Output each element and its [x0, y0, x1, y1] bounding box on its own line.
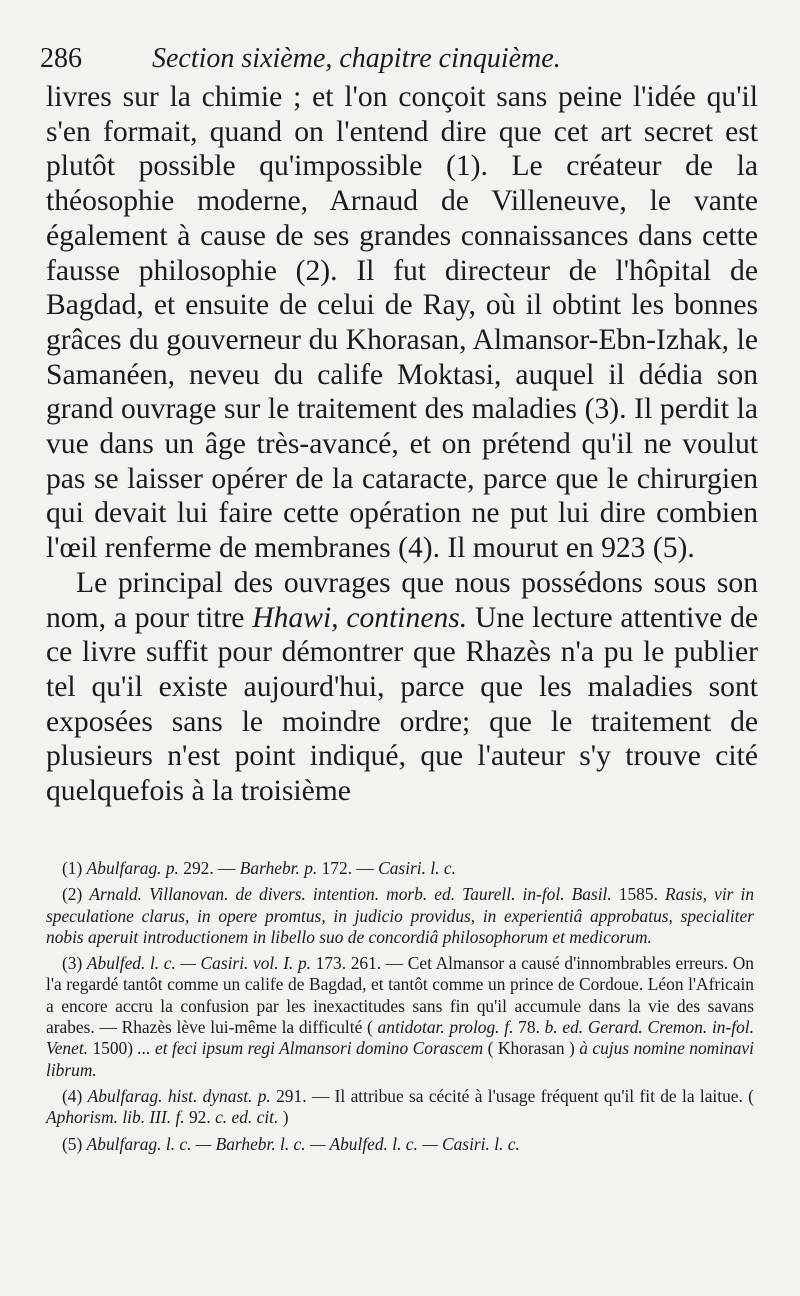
footnote-ref: b. ed. Gerard. Cremon. in-fol. Venet. [46, 1017, 754, 1059]
footnote-text: ) [278, 1107, 289, 1128]
footnote-text: ( Khorasan ) [483, 1038, 580, 1059]
paragraph-1: livres sur la chimie ; et l'on conçoit sans peine l'idée qu'il s'en formait, quand on l'entend dire que cet art secret est plutôt possible qu'impossible (1). Le créateur de la théosophie moderne, Arnaud de Villeneuve, le vante également à cause de ses grandes connaissances dans cette fausse philosophie (2). Il fut directeur de l'hôpital de Bagdad, et ensuite de celui de Ray, où il obtint les bonnes grâces du gouverneur du Khorasan, Almansor-Ebn-Izhak, le Samanéen, neveu du calife Moktasi, auquel il dédia son grand ouvrage sur le traitement des maladies (3). Il perdit la vue dans un âge très-avancé, et on prétend qu'il ne voulut pas se laisser opérer de la cataracte, parce que le chirurgien qui devait lui faire cette opération ne put lui dire combien l'œil renferme de membranes (4). Il mourut en 923 (5). [46, 81, 758, 565]
footnote-quote: Rasis, vir in speculatione clarus, in opere promtus, in judicio providus, in experientiâ approbatus, specialiter nobis aperuit introductionem in libello suo de concordiâ philosophorum et medicorum. [46, 884, 755, 947]
paragraph-2-start: Le principal des ouvrages que nous possédons sous son nom, a pour titre [46, 566, 758, 634]
footnote-4 [46, 1086, 754, 1129]
footnote-text: 172. — [317, 858, 379, 878]
footnote-ref: Abulfed. l. c. — Casiri. vol. I. p. [86, 953, 312, 974]
footnote-5 [46, 1134, 754, 1155]
footnote-ref: c. ed. cit. [215, 1107, 279, 1128]
footnote-text: 1500) [88, 1038, 138, 1059]
footnote-text: 292. — [178, 858, 240, 878]
paragraph-2-rest: Une lecture attentive de ce livre suffit pour démontrer que Rhazès n'a pu le publier tel qu'il existe aujourd'hui, parce que les maladies sont exposées sans le moindre ordre; que le traitement de plusieurs n'est point indiqué, que l'auteur s'y trouve cité quelquefois à la troisième [46, 601, 758, 808]
footnote-text: 173. 261. — Cet Almansor a causé d'innombrables erreurs. On l'a regardé tantôt comme un calife de Bagdad, et tantôt comme un prince de Cordoue. Léon l'Africain a encore accru la confusion par les inexactitudes sans fin qu'il accumule dans la vie des savans arabes. — Rhazès lève lui-même la difficulté ( [46, 953, 754, 1038]
page-header [40, 42, 760, 76]
footnote-ref: Abulfarag. p. [86, 858, 179, 878]
page-number: 286 [40, 43, 82, 74]
footnote-ref: Aphorism. lib. III. f. [46, 1107, 185, 1128]
footnote-mark: (5) [62, 1133, 83, 1154]
paragraph-2 [46, 566, 758, 809]
running-title: Section sixième, chapitre cinquième. [152, 43, 561, 74]
footnote-ref: Casiri. l. c. [378, 858, 456, 878]
footnote-quote: ... et feci ipsum regi Almansori domino Corascem [137, 1038, 484, 1059]
work-title: Hhawi, continens. [252, 601, 468, 634]
footnote-quote: à cujus nomine nominavi librum. [46, 1038, 754, 1080]
main-text [46, 80, 758, 809]
footnote-ref: Abulfarag. hist. dynast. p. [87, 1085, 271, 1106]
footnotes [46, 858, 754, 1160]
footnote-2 [46, 884, 754, 948]
footnote-mark: (4) [62, 1085, 83, 1106]
footnote-3 [46, 953, 754, 1081]
footnote-text: 78. [513, 1017, 545, 1038]
footnote-text: 1585. [611, 884, 665, 905]
footnote-ref: Arnald. Villanovan. de divers. intention. morb. ed. Taurell. in-fol. Basil. [89, 884, 612, 905]
footnote-ref: antidotar. prolog. f. [377, 1017, 514, 1038]
footnote-text: 291. — Il attribue sa cécité à l'usage fréquent qu'il fit de la laitue. ( [270, 1085, 754, 1106]
footnote-ref: Abulfarag. l. c. — Barhebr. l. c. — Abulfed. l. c. — Casiri. l. c. [86, 1133, 520, 1154]
footnote-ref: Barhebr. p. [239, 858, 318, 878]
footnote-mark: (2) [62, 884, 83, 905]
footnote-mark: (1) [62, 858, 83, 878]
footnote-mark: (3) [62, 953, 83, 974]
footnote-1 [46, 858, 754, 879]
footnote-text: 92. [184, 1107, 216, 1128]
